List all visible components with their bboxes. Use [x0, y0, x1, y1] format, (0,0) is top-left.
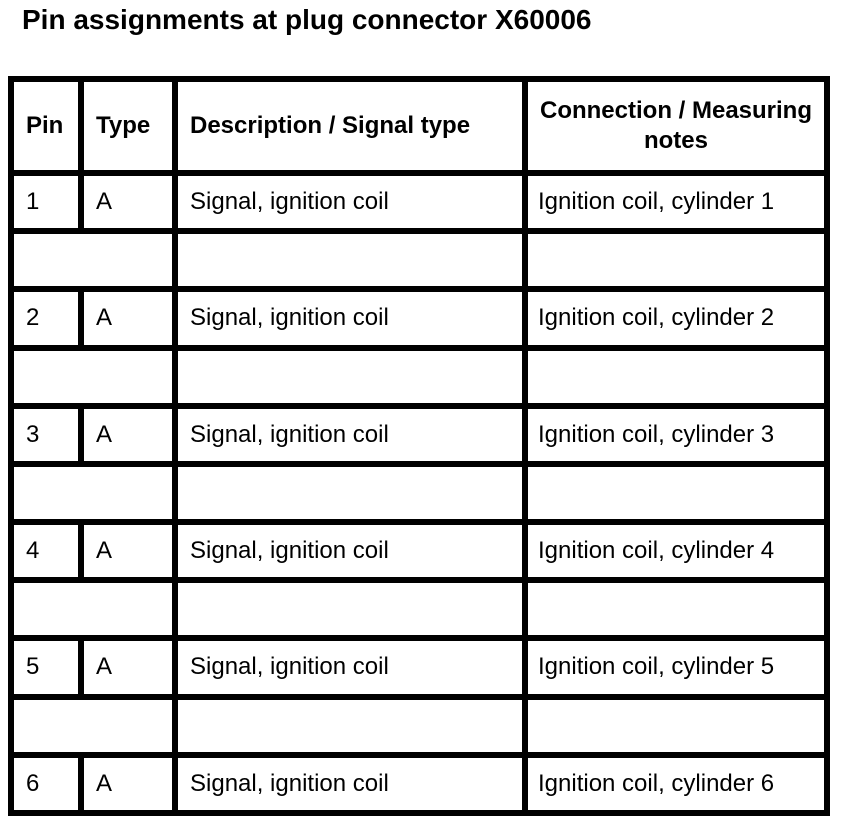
empty-cell	[11, 348, 175, 406]
cell-connection: Ignition coil, cylinder 1	[525, 173, 827, 231]
cell-connection: Ignition coil, cylinder 2	[525, 289, 827, 347]
empty-cell	[525, 348, 827, 406]
spacer-row	[11, 348, 827, 406]
cell-pin: 6	[11, 755, 81, 813]
cell-pin: 1	[11, 173, 81, 231]
cell-connection: Ignition coil, cylinder 5	[525, 638, 827, 696]
cell-pin: 3	[11, 406, 81, 464]
table-row	[11, 522, 827, 580]
cell-type: A	[81, 289, 175, 347]
empty-cell	[525, 231, 827, 289]
empty-cell	[525, 464, 827, 522]
spacer-row	[11, 231, 827, 289]
table-row	[11, 638, 827, 696]
cell-pin: 2	[11, 289, 81, 347]
cell-description: Signal, ignition coil	[175, 638, 525, 696]
cell-description: Signal, ignition coil	[175, 755, 525, 813]
cell-description: Signal, ignition coil	[175, 522, 525, 580]
cell-connection: Ignition coil, cylinder 3	[525, 406, 827, 464]
cell-type: A	[81, 638, 175, 696]
cell-type: A	[81, 406, 175, 464]
spacer-row	[11, 580, 827, 638]
cell-pin: 4	[11, 522, 81, 580]
empty-cell	[175, 348, 525, 406]
header-description: Description / Signal type	[175, 79, 525, 173]
header-connection: Connection / Measuring notes	[525, 79, 827, 173]
header-type: Type	[81, 79, 175, 173]
empty-cell	[525, 580, 827, 638]
empty-cell	[11, 464, 175, 522]
table-row	[11, 406, 827, 464]
cell-type: A	[81, 755, 175, 813]
empty-cell	[175, 464, 525, 522]
cell-description: Signal, ignition coil	[175, 173, 525, 231]
empty-cell	[175, 231, 525, 289]
page-title: Pin assignments at plug connector X60006	[22, 4, 592, 35]
empty-cell	[175, 580, 525, 638]
spacer-row	[11, 464, 827, 522]
empty-cell	[175, 697, 525, 755]
pin-assignment-table	[8, 76, 830, 816]
empty-cell	[11, 580, 175, 638]
cell-pin: 5	[11, 638, 81, 696]
cell-description: Signal, ignition coil	[175, 289, 525, 347]
cell-connection: Ignition coil, cylinder 4	[525, 522, 827, 580]
table-row	[11, 289, 827, 347]
header-pin: Pin	[11, 79, 81, 173]
empty-cell	[11, 697, 175, 755]
cell-connection: Ignition coil, cylinder 6	[525, 755, 827, 813]
empty-cell	[525, 697, 827, 755]
spacer-row	[11, 697, 827, 755]
table-row	[11, 755, 827, 813]
cell-type: A	[81, 173, 175, 231]
empty-cell	[11, 231, 175, 289]
cell-type: A	[81, 522, 175, 580]
table-header-row	[11, 79, 827, 173]
table-row	[11, 173, 827, 231]
cell-description: Signal, ignition coil	[175, 406, 525, 464]
